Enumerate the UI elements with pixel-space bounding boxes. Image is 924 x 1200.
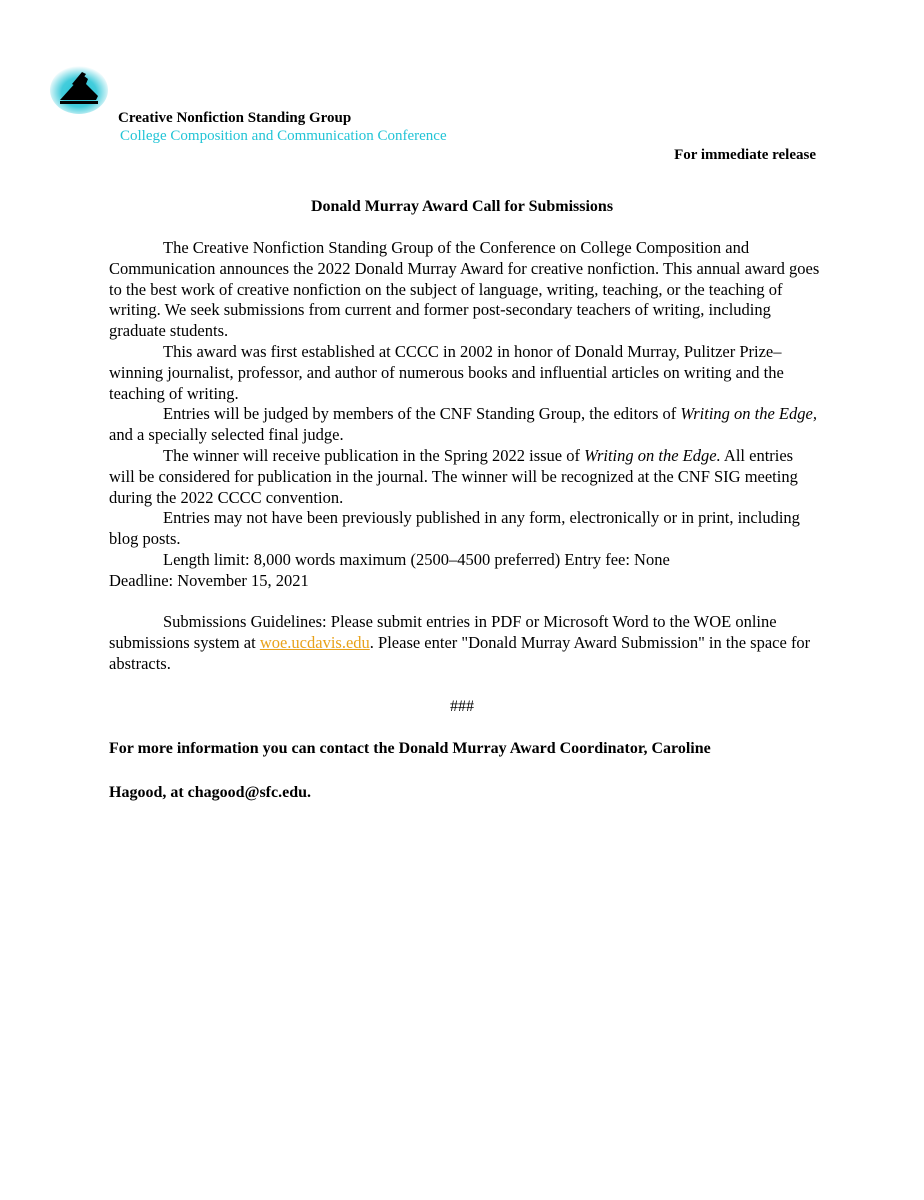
- paragraph-history: This award was first established at CCCC in 2002 in honor of Donald Murray, Pulitzer Prize–winning journalist, professor, and author of numerous books and influential articles on writing and the teaching of writing.: [109, 341, 784, 403]
- publication-text-end: All entries will be considered for publication in the journal. The winner will be recognized at the CNF SIG meeting during the 2022 CCCC convention.: [109, 445, 798, 507]
- submissions-link[interactable]: woe.ucdavis.edu: [259, 633, 370, 653]
- pen-hand-icon: [50, 62, 108, 114]
- judging-text: Entries will be judged by members of the CNF Standing Group, the editors of: [163, 404, 681, 424]
- org-name: Creative Nonfiction Standing Group: [118, 110, 352, 126]
- paragraph-eligibility: Entries may not have been previously published in any form, electronically or in print, including blog posts.: [109, 508, 800, 549]
- guidelines-text: Submissions Guidelines: Please submit entries in PDF or Microsoft Word to the WOE online submissions system at: [109, 612, 777, 653]
- paragraph-publication: [109, 446, 821, 508]
- judging-text-end: and a specially selected final judge.: [109, 425, 344, 445]
- publication-text: The winner will receive publication in the Spring 2022 issue of: [163, 445, 585, 465]
- contact-line-1: For more information you can contact the Donald Murray Award Coordinator, Caroline: [109, 740, 711, 757]
- org-subtitle: College Composition and Communication Conference: [120, 128, 447, 144]
- paragraph-judging: [109, 404, 821, 446]
- journal-title: Writing on the Edge.: [584, 445, 721, 465]
- section-separator: ###: [450, 698, 474, 715]
- paragraph-deadline: Deadline: November 15, 2021: [109, 570, 309, 590]
- release-notice: For immediate release: [674, 147, 816, 163]
- paragraph-announcement: The Creative Nonfiction Standing Group of the Conference on College Composition and Communication announces the 2022 Donald Murray Award for creative nonfiction. This annual award goes to the best work of creative nonfiction on the subject of language, writing, teaching, or the teaching of writing. We seek submissions from current and former post-secondary teachers of writing, including graduate students.: [109, 238, 820, 341]
- body-text: [109, 238, 821, 675]
- page-title: Donald Murray Award Call for Submissions: [310, 198, 614, 215]
- guidelines-text-end: . Please enter "Donald Murray Award Submission" in the space for abstracts.: [109, 633, 811, 673]
- contact-info: [109, 740, 829, 808]
- journal-title: Writing on the Edge,: [680, 404, 817, 424]
- paragraph-limits: Length limit: 8,000 words maximum (2500–4500 preferred) Entry fee: None: [163, 549, 670, 569]
- contact-line-2: Hagood, at chagood@sfc.edu.: [109, 784, 312, 801]
- paragraph-guidelines: [109, 612, 821, 674]
